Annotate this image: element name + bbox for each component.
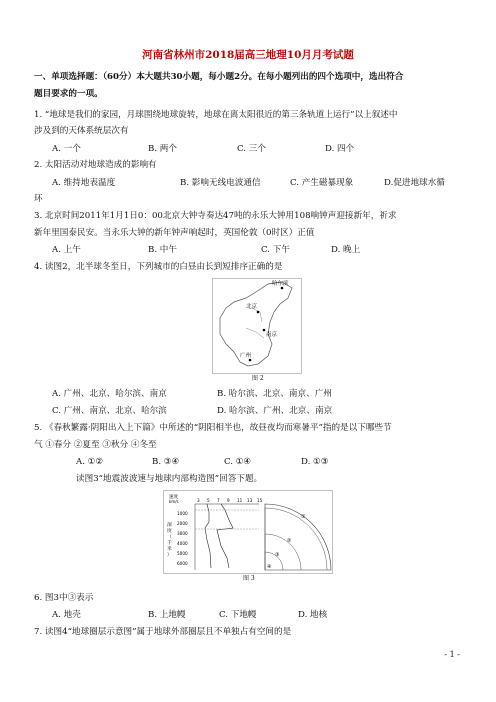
depth-axis-char: 深 bbox=[167, 523, 172, 528]
q3-option-c[interactable]: C. 下午 bbox=[261, 245, 290, 255]
depth-axis-char: （ bbox=[167, 535, 172, 540]
exam-title: 河南省林州市2018届高三地理10月月考试题 bbox=[142, 49, 354, 61]
depth-tick-label: 4000 bbox=[177, 541, 188, 546]
q5-option-b[interactable]: B. ③④ bbox=[152, 457, 180, 467]
velocity-tick-label: 15 bbox=[257, 498, 263, 503]
depth-axis-char: 千 bbox=[167, 541, 172, 546]
guangzhou-label: 广州 bbox=[240, 353, 252, 359]
page-number: - 1 - bbox=[444, 650, 460, 659]
velocity-tick-label: 7 bbox=[217, 498, 220, 503]
q2-option-b[interactable]: B. 影响无线电波通信 bbox=[180, 178, 261, 188]
q4-option-a[interactable]: A. 广州、北京、哈尔滨、南京 bbox=[52, 389, 167, 399]
guangzhou-dot bbox=[249, 359, 252, 362]
depth-axis-char: ） bbox=[167, 553, 172, 558]
layer-label-1: ① bbox=[301, 514, 306, 520]
nanjing-label: 南京 bbox=[266, 332, 278, 338]
q3-stem: 3. 北京时间2011年1月1日0：00北京大钟寺奏达47吨的永乐大钟用108响钟声迎接新年，祈求 bbox=[34, 211, 397, 221]
q4-option-b[interactable]: B. 哈尔滨、北京、南京、广州 bbox=[217, 389, 332, 399]
depth-tick-label: 2000 bbox=[177, 521, 188, 526]
depth-axis-char: 度 bbox=[167, 529, 172, 534]
q1-stem-cont: 涉及到的天体系统层次有 bbox=[34, 126, 129, 136]
q2-option-d[interactable]: D.促进地球水循 bbox=[384, 178, 445, 188]
harbin-dot bbox=[281, 287, 284, 290]
q1-option-b[interactable]: B. 两个 bbox=[148, 144, 177, 154]
seismic-wave-figure bbox=[163, 490, 333, 574]
fig3-caption: 图 3 bbox=[243, 575, 255, 582]
q5-stem-cont: 气 ①春分 ②夏至 ③秋分 ④冬至 bbox=[34, 440, 157, 450]
q7-stem: 7. 读图4“地球圈层示意图”属于地球外部圈层且不单独占有空间的是 bbox=[34, 627, 292, 637]
q3-stem-cont: 新年里国泰民安。当永乐大钟的新年钟声响起时，英国伦敦（0时区）正值 bbox=[34, 228, 315, 238]
q5-option-a[interactable]: A. ①② bbox=[76, 457, 104, 467]
q6-stem: 6. 图3中③表示 bbox=[34, 593, 94, 603]
q4-option-c[interactable]: C. 广州、南京、北京、哈尔滨 bbox=[52, 406, 167, 416]
q2-option-d-cont: 环 bbox=[34, 194, 43, 204]
fig2-caption: 图 2 bbox=[252, 375, 264, 382]
q1-option-c[interactable]: C. 三个 bbox=[237, 144, 266, 154]
velocity-tick-label: 5 bbox=[207, 498, 210, 503]
depth-tick-label: 6000 bbox=[177, 561, 188, 566]
depth-tick-label: 3000 bbox=[177, 531, 188, 536]
beijing-dot bbox=[257, 311, 260, 314]
q3-option-d[interactable]: D. 晚上 bbox=[331, 245, 361, 255]
velocity-tick-label: 9 bbox=[227, 498, 230, 503]
q1-stem: 1. “地球是我们的家园，月球围绕地球旋转，地球在离太阳很近的第三条轨道上运行”以上叙述中 bbox=[34, 110, 398, 120]
fig3-velocity-unit: km/s bbox=[169, 499, 179, 504]
q2-stem: 2. 太阳活动对地球造成的影响有 bbox=[34, 160, 157, 170]
fig3-lead: 读图3“地震波波速与地球内部构造图”回答下题。 bbox=[76, 474, 263, 484]
nanjing-dot bbox=[263, 329, 266, 332]
q1-option-d[interactable]: D. 四个 bbox=[325, 144, 355, 154]
depth-tick-label: 1000 bbox=[177, 511, 188, 516]
q3-option-b[interactable]: B. 中午 bbox=[148, 245, 177, 255]
section1-instructions: 一、单项选择题：（60分）本大题共30小题，每小题2分。在每小题列出的四个选项中，选出符合 bbox=[34, 72, 404, 82]
section1-instructions-cont: 题目要求的一项。 bbox=[34, 89, 103, 99]
q5-option-d[interactable]: D. ①③ bbox=[301, 457, 329, 467]
depth-axis-char: 米 bbox=[167, 547, 172, 552]
velocity-tick-label: 13 bbox=[247, 498, 253, 503]
fig3-velocity-title: 速度 bbox=[169, 495, 179, 500]
china-map-figure bbox=[212, 278, 302, 374]
q1-option-a[interactable]: A. 一个 bbox=[52, 144, 81, 154]
velocity-tick-label: 11 bbox=[237, 498, 243, 503]
layer-label-4: ④ bbox=[267, 564, 272, 570]
q6-option-c[interactable]: C. 下地幔 bbox=[219, 610, 257, 620]
layer-label-3: ③ bbox=[275, 552, 280, 558]
q2-option-c[interactable]: C. 产生磁暴现象 bbox=[290, 178, 354, 188]
fig3-depth-axis-label bbox=[167, 521, 172, 558]
q5-stem: 5. 《春秋繁露·阴阳出入上下篇》中所述的“阴阳相半也，故昼夜均而寒暑平”指的是以下哪些节 bbox=[34, 423, 392, 433]
q4-stem: 4. 读图2，北半球冬至日，下列城市的白昼由长到短排序正确的是 bbox=[34, 262, 283, 272]
q4-option-d[interactable]: D. 哈尔滨、广州、北京、南京 bbox=[217, 406, 333, 416]
q3-option-a[interactable]: A. 上午 bbox=[52, 245, 81, 255]
q2-option-a[interactable]: A. 维持地表温度 bbox=[52, 178, 116, 188]
velocity-tick-label: 3 bbox=[197, 498, 200, 503]
q5-option-c[interactable]: C. ①④ bbox=[224, 457, 252, 467]
layer-label-2: ② bbox=[287, 538, 292, 544]
beijing-label: 北京 bbox=[246, 304, 258, 310]
depth-tick-label: 5000 bbox=[177, 551, 188, 556]
map-frame bbox=[213, 279, 302, 374]
harbin-label: 哈尔滨 bbox=[272, 281, 289, 287]
q6-option-b[interactable]: B. 上地幔 bbox=[148, 610, 186, 620]
q6-option-a[interactable]: A. 地壳 bbox=[52, 610, 81, 620]
q6-option-d[interactable]: D. 地核 bbox=[298, 610, 328, 620]
